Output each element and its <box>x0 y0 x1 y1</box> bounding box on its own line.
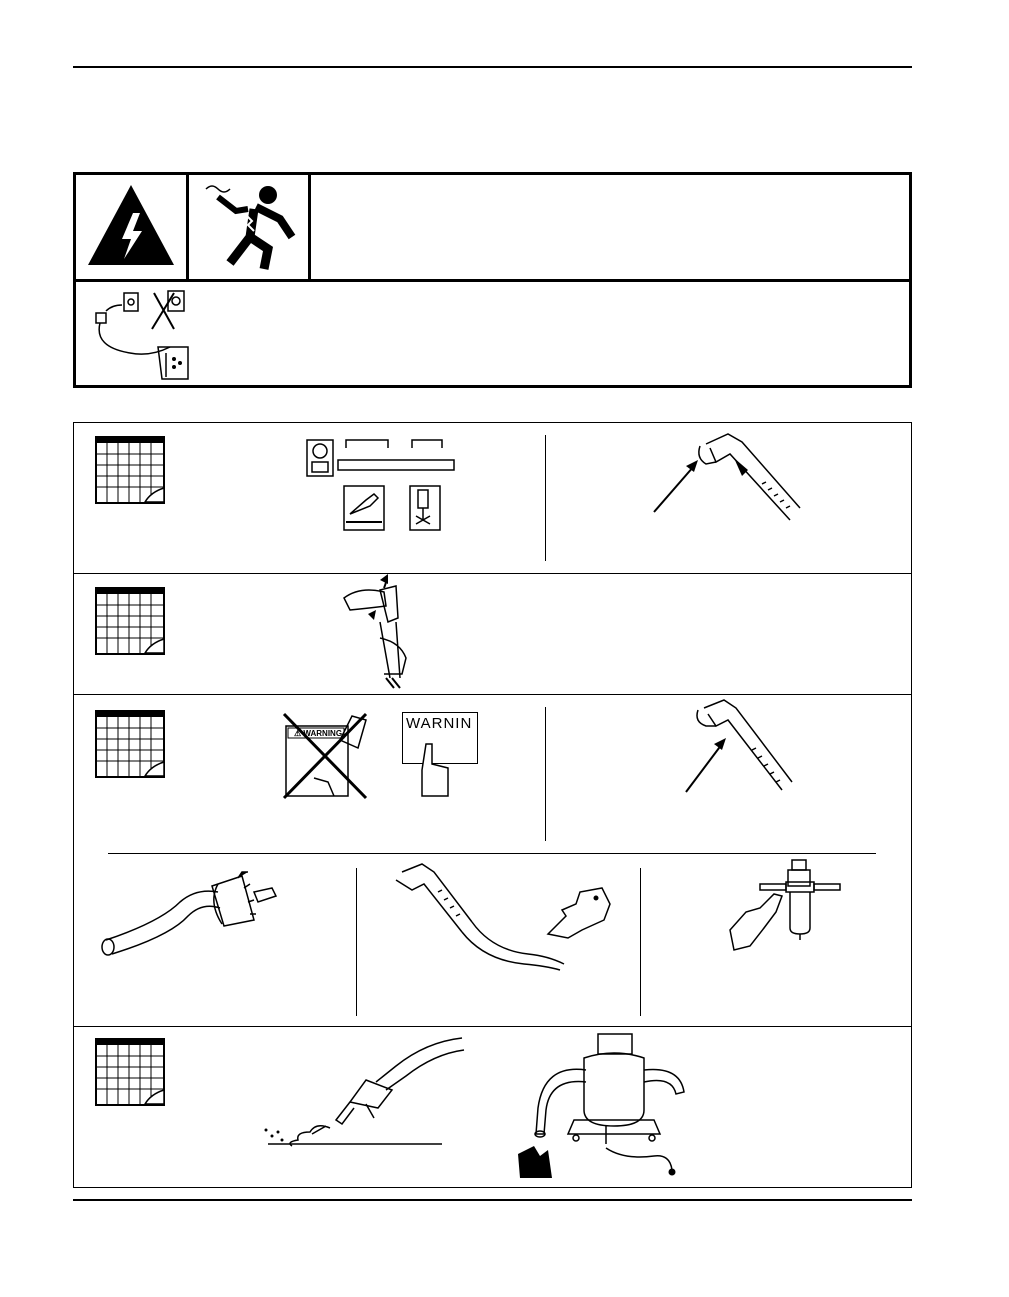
maintenance-calendar-icon <box>95 436 167 506</box>
plasma-torch-icon <box>650 428 800 524</box>
replace-label-text: WARNIN <box>406 715 473 732</box>
col-divider-sub-1 <box>356 868 357 1016</box>
maintenance-chart-box <box>73 422 912 1188</box>
maintenance-calendar-icon <box>95 1038 167 1108</box>
row-divider-1 <box>74 573 911 574</box>
maintenance-calendar-icon <box>95 710 167 780</box>
plasma-torch-icon <box>388 858 568 970</box>
warning-box-divider-h <box>76 279 909 282</box>
warning-box-divider-v2 <box>308 175 311 279</box>
row-divider-3 <box>74 1026 911 1027</box>
electric-shock-warning-box <box>73 172 912 388</box>
power-plug-cord-icon <box>100 862 280 962</box>
air-filter-regulator-icon <box>724 858 864 958</box>
col-divider-sub-2 <box>640 868 641 1016</box>
pointing-finger-icon <box>420 740 454 800</box>
header-rule <box>73 66 912 68</box>
torch-in-hand-icon <box>340 578 430 688</box>
footer-rule <box>73 1199 912 1201</box>
maintenance-calendar-icon <box>95 587 167 657</box>
electric-shock-hazard-triangle-icon <box>86 183 176 267</box>
col-divider-row3 <box>545 707 546 841</box>
glove-hand-icon <box>546 886 612 942</box>
warning-sign-text: ⚠ WARNING <box>294 729 343 738</box>
shop-vacuum-icon <box>514 1030 694 1180</box>
warning-box-divider-v1 <box>186 175 189 279</box>
person-electrocuted-icon <box>196 181 302 273</box>
row-sub-divider <box>108 853 876 854</box>
compressed-air-blow-icon <box>256 1032 466 1148</box>
do-not-remove-label-icon <box>280 710 372 800</box>
col-divider-row1 <box>545 435 546 561</box>
plasma-torch-icon <box>682 696 812 796</box>
nameplate-process-diagram-icon <box>306 436 456 532</box>
row-divider-2 <box>74 694 911 695</box>
unplug-power-icon <box>88 287 196 379</box>
